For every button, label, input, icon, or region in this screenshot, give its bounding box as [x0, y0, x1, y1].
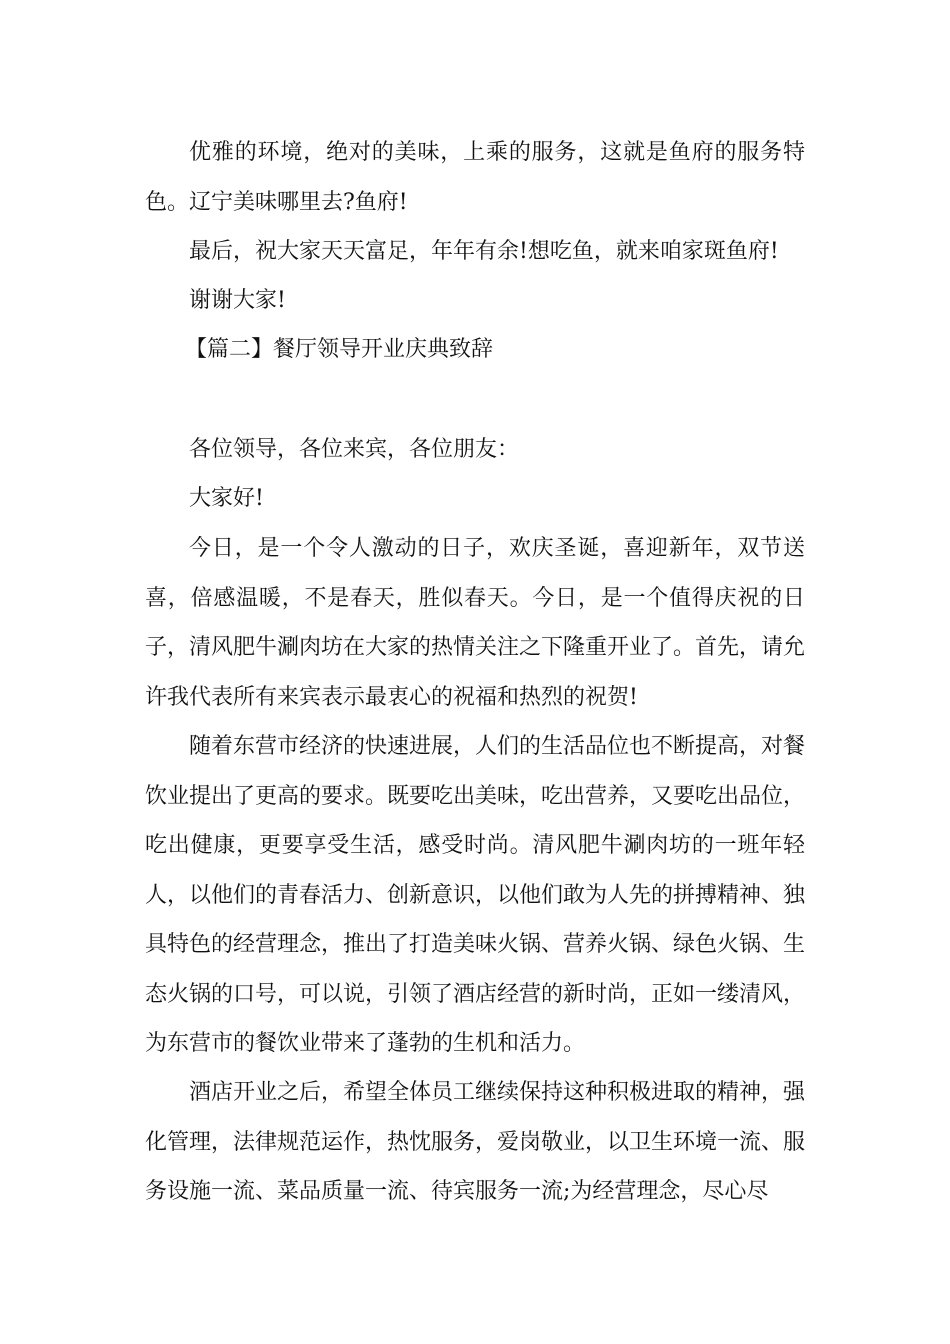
paragraph-greeting: 大家好!: [189, 486, 264, 511]
paragraph-development: 随着东营市经济的快速进展，人们的生活品位也不断提高，对餐饮业提出了更高的要求。既要吃出美味，吃出营养，又要吃出品位，吃出健康，更要享受生活，感受时尚。清风肥牛涮肉坊的一班年轻人，以他们的青春活力、创新意识，以他们敢为人先的拼搏精神、独具特色的经营理念，推出了打造美味火锅、营养火锅、绿色火锅、生态火锅的口号，可以说，引领了酒店经营的新时尚，正如一缕清风，为东营市的餐饮业带来了蓬勃的生机和活力。: [145, 734, 806, 1056]
paragraph-after-opening: 酒店开业之后，希望全体员工继续保持这种积极进取的精神，强化管理，法律规范运作，热忱服务，爱岗敬业，以卫生环境一流、服务设施一流、菜品质量一流、待宾服务一流;为经营理念，尽心尽: [145, 1080, 806, 1204]
paragraph-thanks: 谢谢大家!: [189, 288, 286, 313]
paragraph-yufu-features: 优雅的环境，绝对的美味，上乘的服务，这就是鱼府的服务特色。辽宁美味哪里去?鱼府!: [145, 140, 805, 215]
paragraph-salutation: 各位领导，各位来宾，各位朋友：: [189, 437, 520, 462]
paragraph-closing-wish: 最后，祝大家天天富足，年年有余!想吃鱼，就来咱家斑鱼府!: [189, 239, 779, 264]
paragraph-opening-day: 今日，是一个令人激动的日子，欢庆圣诞，喜迎新年，双节送喜，倍感温暖，不是春天，胜似春天。今日，是一个值得庆祝的日子，清风肥牛涮肉坊在大家的热情关注之下隆重开业了。首先，请允许我代表所有来宾表示最衷心的祝福和热烈的祝贺!: [145, 536, 806, 710]
section-heading: 【篇二】餐厅领导开业庆典致辞: [185, 337, 494, 362]
